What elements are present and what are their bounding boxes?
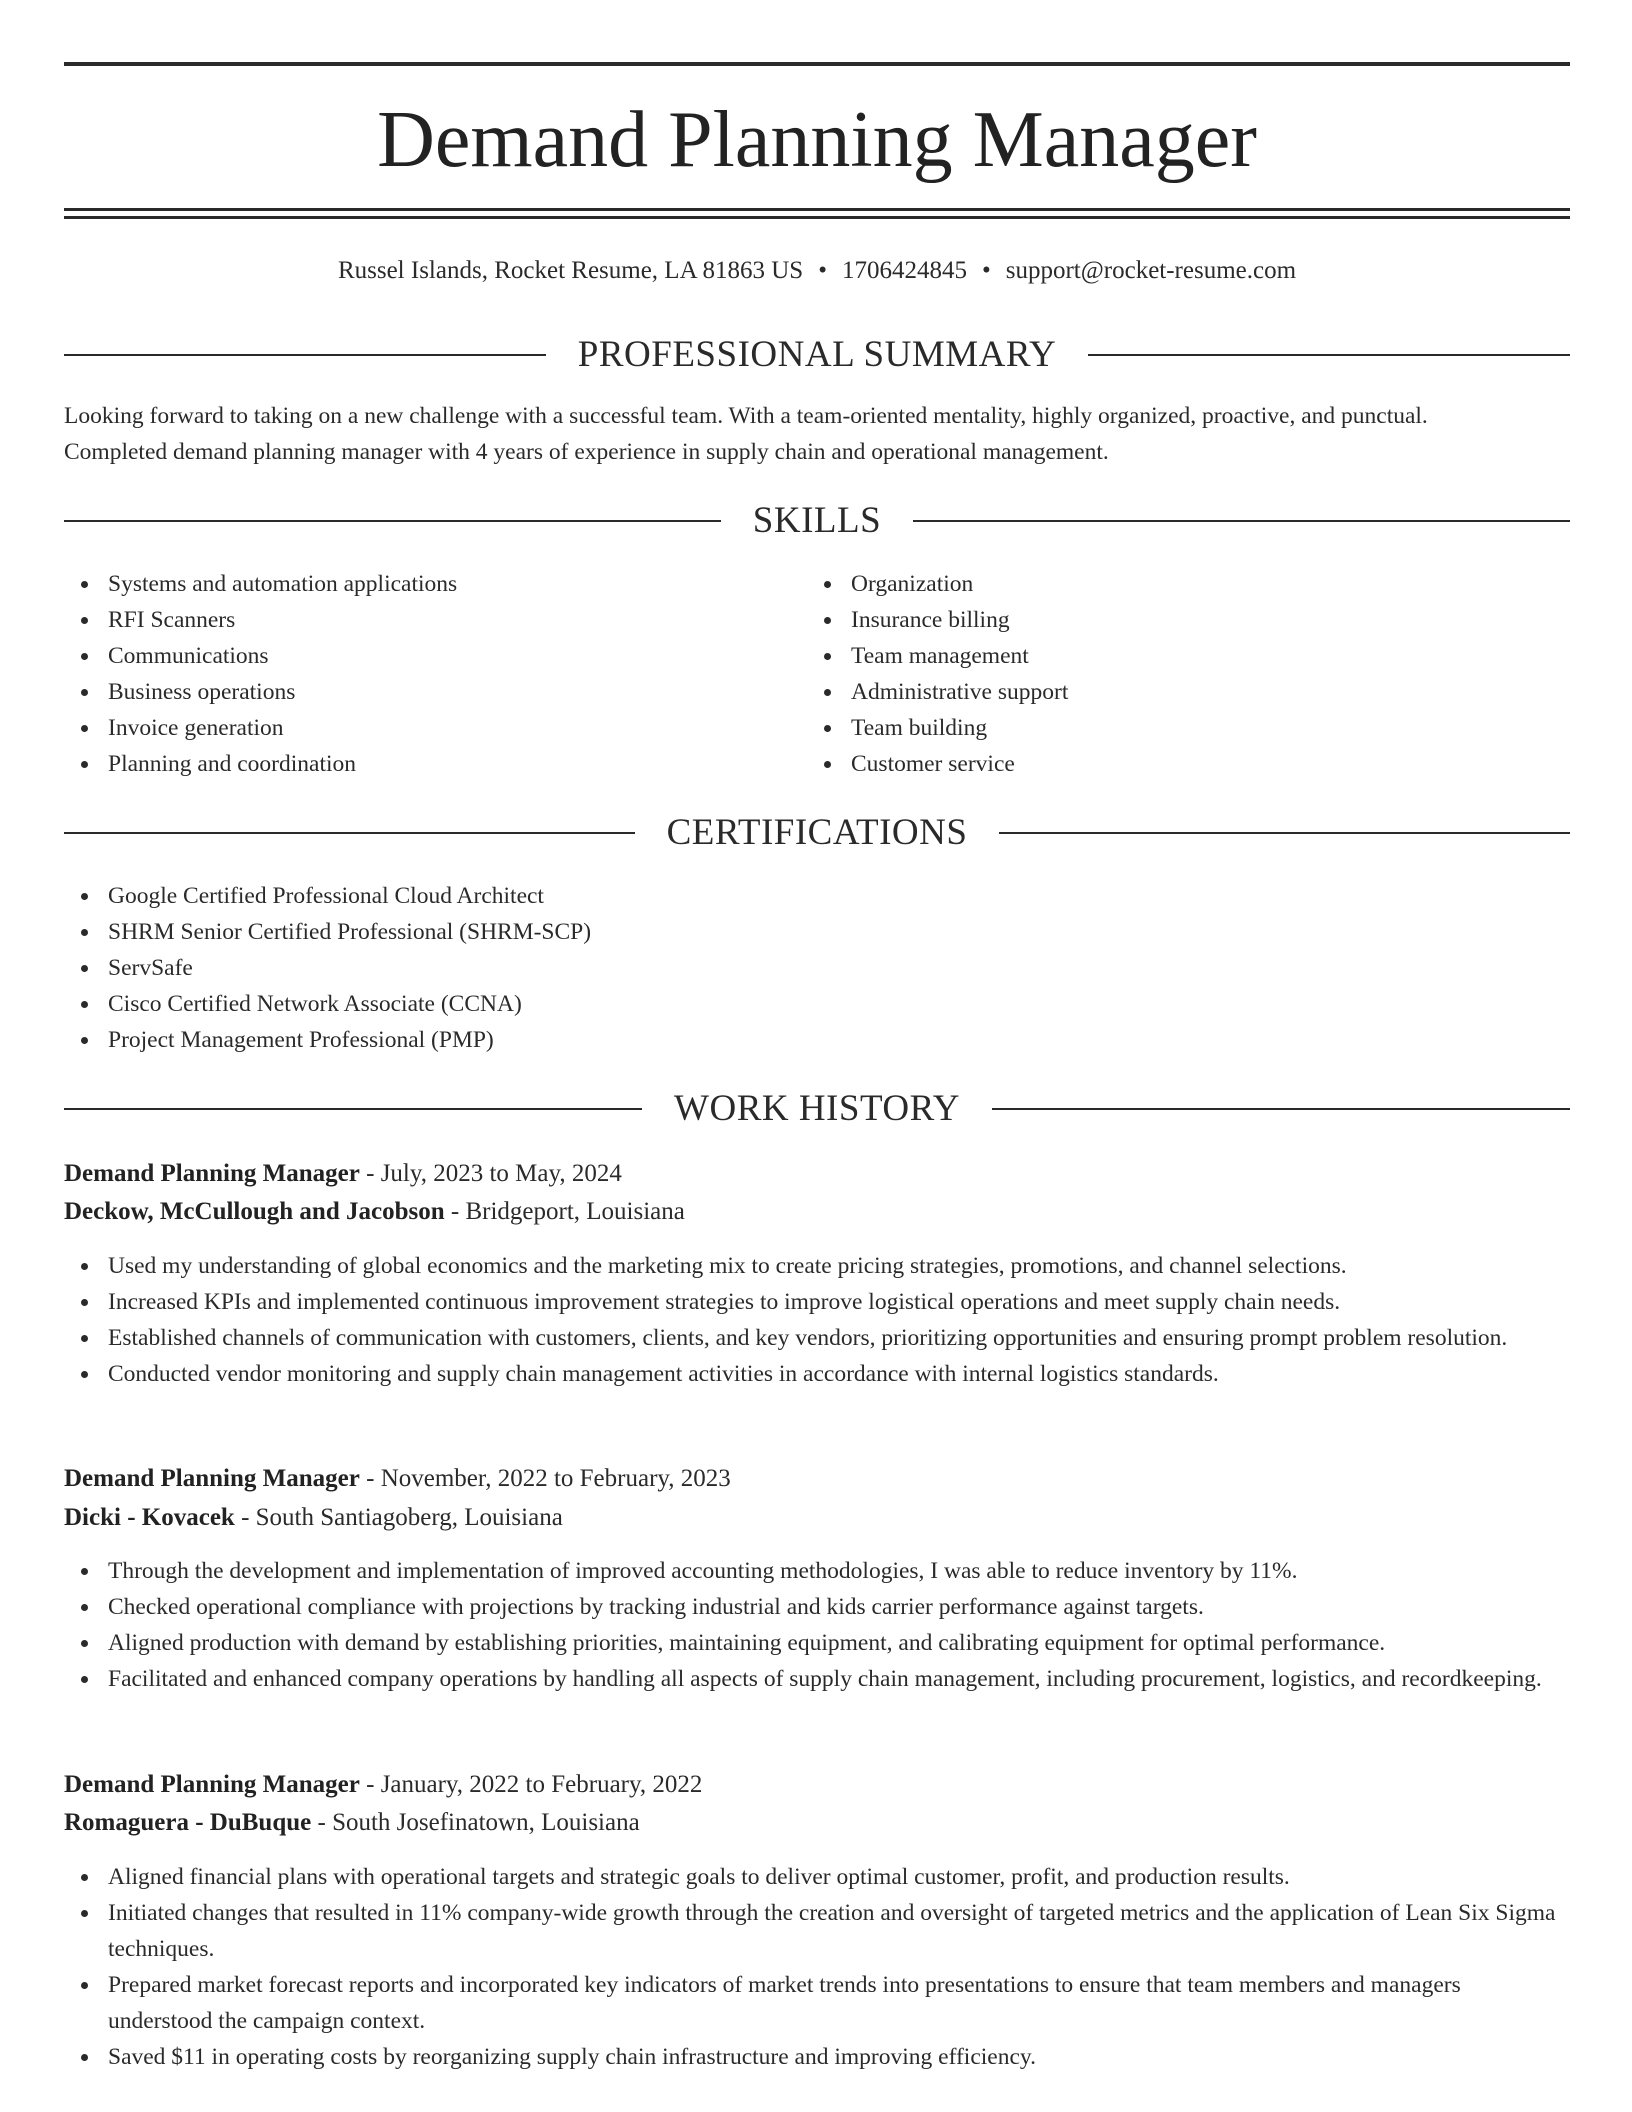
- dash: -: [359, 1771, 381, 1798]
- skill-item: Administrative support: [807, 674, 1547, 710]
- certification-item: Cisco Certified Network Associate (CCNA): [64, 986, 1570, 1022]
- summary-line: Looking forward to taking on a new challenge with a successful team. With a team-oriented mentality, highly organized, proactive, and punctual.: [64, 403, 1428, 429]
- job-company-line: [64, 1804, 1570, 1842]
- job-company: Deckow, McCullough and Jacobson: [64, 1198, 445, 1225]
- job-location: Bridgeport, Louisiana: [465, 1198, 685, 1225]
- job-bullet: Used my understanding of global economics and the marketing mix to create pricing strategies, promotions, and channel selections.: [64, 1248, 1570, 1284]
- job-title: Demand Planning Manager: [64, 1771, 360, 1798]
- job-bullet: Checked operational compliance with projections by tracking industrial and kids carrier performance against targets.: [64, 1589, 1570, 1625]
- heading-rule: [64, 832, 635, 834]
- job-title-line: [64, 1460, 1570, 1498]
- skill-item: Team management: [807, 638, 1547, 674]
- summary-text: [64, 398, 1570, 470]
- certification-item: Google Certified Professional Cloud Architect: [64, 878, 1570, 914]
- job-bullet: Conducted vendor monitoring and supply chain management activities in accordance with internal logistics standards.: [64, 1356, 1570, 1392]
- job-company-line: [64, 1499, 1570, 1537]
- job-bullets: [64, 1553, 1570, 1697]
- job-location: South Josefinatown, Louisiana: [332, 1809, 640, 1836]
- top-rule: [64, 62, 1570, 66]
- job-dates: November, 2022 to February, 2023: [380, 1465, 731, 1492]
- job-bullets: [64, 1859, 1570, 2075]
- certifications-heading: CERTIFICATIONS: [666, 812, 968, 853]
- skills-list-left: [64, 566, 804, 782]
- work-heading-row: [64, 1087, 1570, 1131]
- job-bullet: Aligned production with demand by establishing priorities, maintaining equipment, and calibrating equipment for optimal performance.: [64, 1625, 1570, 1661]
- heading-rule: [64, 354, 546, 356]
- skill-item: Insurance billing: [807, 602, 1547, 638]
- heading-rule: [64, 520, 721, 522]
- job-title-line: [64, 1766, 1570, 1804]
- job-bullet: Established channels of communication with customers, clients, and key vendors, prioritizing opportunities and ensuring prompt problem resolution.: [64, 1320, 1570, 1356]
- job-company: Romaguera - DuBuque: [64, 1809, 312, 1836]
- job-dates: July, 2023 to May, 2024: [380, 1160, 622, 1187]
- job-location: South Santiagoberg, Louisiana: [255, 1504, 563, 1531]
- job-dates: January, 2022 to February, 2022: [380, 1771, 703, 1798]
- skills-heading: SKILLS: [752, 500, 882, 541]
- job-title-line: [64, 1155, 1570, 1193]
- skill-item: RFI Scanners: [64, 602, 804, 638]
- contact-address: Russel Islands, Rocket Resume, LA 81863 US: [337, 257, 804, 284]
- job-title: Demand Planning Manager: [64, 1160, 360, 1187]
- skill-item: Planning and coordination: [64, 746, 804, 782]
- work-heading: WORK HISTORY: [674, 1088, 960, 1129]
- job-bullet: Increased KPIs and implemented continuous improvement strategies to improve logistical operations and meet supply chain needs.: [64, 1284, 1570, 1320]
- certifications-heading-row: [64, 811, 1570, 855]
- skill-item: Business operations: [64, 674, 804, 710]
- dash: -: [359, 1465, 381, 1492]
- job-company-line: [64, 1193, 1570, 1231]
- dash: -: [444, 1198, 466, 1225]
- skill-item: Customer service: [807, 746, 1547, 782]
- skills-list-right: [807, 566, 1547, 782]
- title-double-rule: [64, 208, 1570, 219]
- heading-rule: [64, 1108, 642, 1110]
- summary-heading-row: [64, 333, 1570, 377]
- contact-line: [64, 254, 1570, 288]
- contact-phone: 1706424845: [841, 257, 967, 284]
- dash: -: [234, 1504, 256, 1531]
- skill-item: Systems and automation applications: [64, 566, 804, 602]
- job-bullet: Facilitated and enhanced company operations by handling all aspects of supply chain management, including procurement, logistics, and recordkeeping.: [64, 1661, 1570, 1697]
- skill-item: Invoice generation: [64, 710, 804, 746]
- contact-separator: •: [981, 257, 991, 284]
- certification-item: ServSafe: [64, 950, 1570, 986]
- job-bullet: Through the development and implementation of improved accounting methodologies, I was able to reduce inventory by 11%.: [64, 1553, 1570, 1589]
- certification-item: Project Management Professional (PMP): [64, 1022, 1570, 1058]
- summary-heading: PROFESSIONAL SUMMARY: [577, 334, 1057, 375]
- heading-rule: [913, 520, 1570, 522]
- dash: -: [359, 1160, 381, 1187]
- page-title: Demand Planning Manager: [377, 96, 1257, 184]
- contact-separator: •: [818, 257, 827, 284]
- job-title: Demand Planning Manager: [64, 1465, 360, 1492]
- contact-email: support@rocket-resume.com: [1005, 257, 1297, 284]
- skills-heading-row: [64, 499, 1570, 543]
- dash: -: [311, 1809, 333, 1836]
- heading-rule: [999, 832, 1570, 834]
- job-bullet: Prepared market forecast reports and incorporated key indicators of market trends into presentations to ensure that team members and managers understood the campaign context.: [64, 1967, 1570, 2039]
- skill-item: Team building: [807, 710, 1547, 746]
- skill-item: Communications: [64, 638, 804, 674]
- summary-line: Completed demand planning manager with 4 years of experience in supply chain and operational management.: [64, 439, 1109, 465]
- certifications-list: [64, 878, 1570, 1058]
- job-bullet: Aligned financial plans with operational targets and strategic goals to deliver optimal customer, profit, and production results.: [64, 1859, 1570, 1895]
- job-bullet: Initiated changes that resulted in 11% company-wide growth through the creation and oversight of targeted metrics and the application of Lean Six Sigma techniques.: [64, 1895, 1570, 1967]
- certification-item: SHRM Senior Certified Professional (SHRM-SCP): [64, 914, 1570, 950]
- skill-item: Organization: [807, 566, 1547, 602]
- job-company: Dicki - Kovacek: [64, 1504, 235, 1531]
- heading-rule: [1088, 354, 1570, 356]
- job-bullet: Saved $11 in operating costs by reorganizing supply chain infrastructure and improving efficiency.: [64, 2039, 1570, 2075]
- heading-rule: [992, 1108, 1570, 1110]
- job-bullets: [64, 1248, 1570, 1392]
